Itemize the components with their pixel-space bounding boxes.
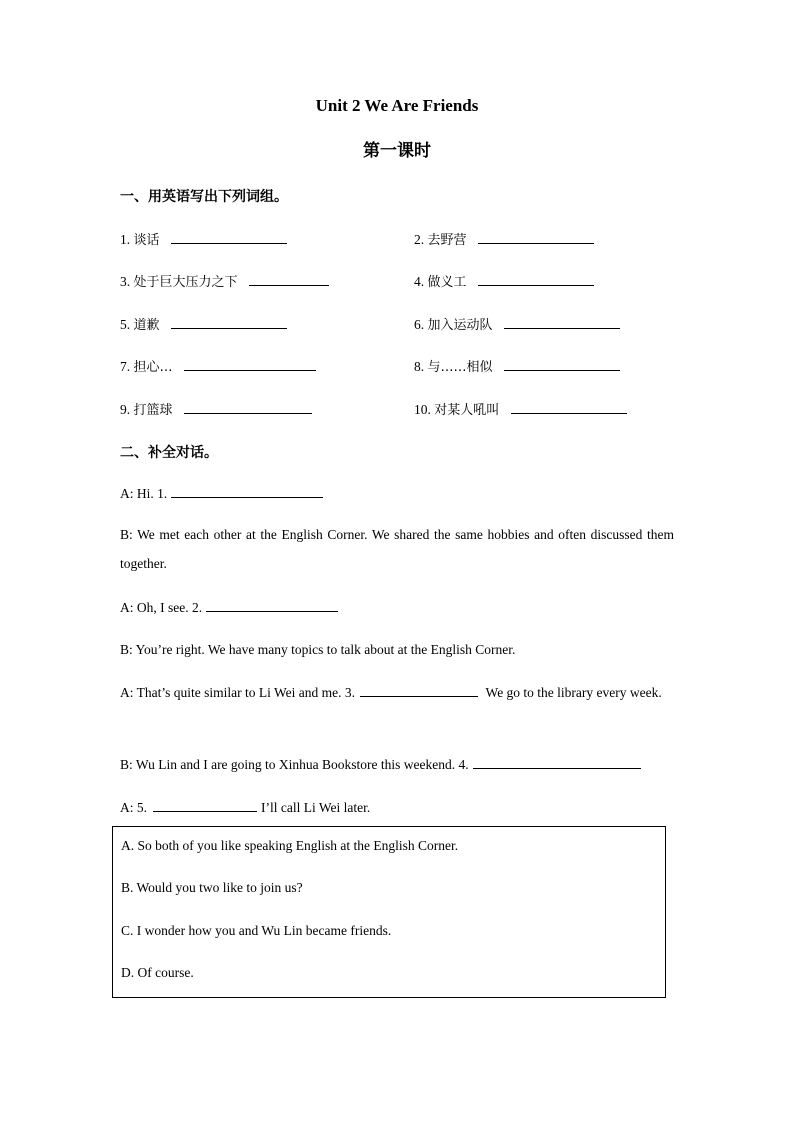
option-c: C. I wonder how you and Wu Lin became friends. (121, 923, 392, 938)
vocab-item-1 (120, 229, 287, 248)
vocab-num: 3. (120, 274, 131, 289)
answer-blank[interactable] (504, 316, 620, 329)
dialogue-text: I’ll call Li Wei later. (261, 800, 371, 815)
vocab-num: 2. (414, 232, 425, 247)
vocab-num: 4. (414, 274, 425, 289)
dialogue-line-4: B: You’re right. We have many topics to talk about at the English Corner. (120, 642, 516, 657)
answer-blank[interactable] (153, 799, 257, 812)
dialogue-line-3 (120, 599, 674, 616)
dialogue-line-1 (120, 485, 674, 502)
vocab-item-4 (414, 271, 594, 290)
page-subtitle: 第一课时 (363, 141, 431, 161)
vocab-item-6 (414, 314, 620, 333)
vocab-text: 与……相似 (427, 360, 493, 375)
vocab-item-2 (414, 229, 594, 248)
vocab-text: 去野营 (427, 233, 467, 248)
options-box (112, 826, 666, 998)
section1-heading: 一、用英语写出下列词组。 (120, 189, 288, 205)
vocab-num: 10. (414, 402, 431, 417)
answer-blank[interactable] (171, 231, 287, 244)
option-a: A. So both of you like speaking English at the English Corner. (121, 838, 459, 853)
vocab-item-10 (414, 399, 627, 418)
option-d: D. Of course. (121, 965, 194, 980)
answer-blank[interactable] (184, 401, 312, 414)
vocab-text: 担心… (133, 360, 173, 375)
answer-blank[interactable] (504, 358, 620, 371)
answer-blank[interactable] (171, 485, 323, 498)
vocab-text: 对某人吼叫 (434, 403, 500, 418)
answer-blank[interactable] (249, 273, 329, 286)
vocab-text: 道歉 (133, 318, 160, 333)
answer-blank[interactable] (478, 231, 594, 244)
vocab-num: 1. (120, 232, 131, 247)
answer-blank[interactable] (511, 401, 627, 414)
answer-blank[interactable] (171, 316, 287, 329)
dialogue-line-7 (120, 799, 674, 816)
dialogue-text: B: Wu Lin and I are going to Xinhua Bookstore this weekend. 4. (120, 757, 469, 772)
vocab-text: 加入运动队 (427, 318, 493, 333)
vocab-item-3 (120, 271, 329, 290)
vocab-text: 处于巨大压力之下 (133, 275, 238, 290)
vocab-item-5 (120, 314, 287, 333)
dialogue-text: A: Oh, I see. 2. (120, 600, 203, 615)
vocab-text: 谈话 (133, 233, 160, 248)
option-b: B. Would you two like to join us? (121, 880, 303, 895)
vocab-item-9 (120, 399, 312, 418)
dialogue-line-5 (120, 678, 674, 707)
answer-blank[interactable] (473, 756, 641, 769)
dialogue-line-2: B: We met each other at the English Corner. We shared the same hobbies and often discussed them together. (120, 527, 674, 571)
vocab-item-8 (414, 356, 620, 375)
answer-blank[interactable] (360, 684, 478, 697)
answer-blank[interactable] (478, 273, 594, 286)
dialogue-text: A: Hi. 1. (120, 486, 168, 501)
vocab-num: 9. (120, 402, 131, 417)
vocab-text: 做义工 (427, 275, 467, 290)
dialogue-text: We go to the library every week. (485, 685, 662, 700)
section2-heading: 二、补全对话。 (120, 445, 218, 461)
page-title: Unit 2 We Are Friends (315, 96, 479, 115)
vocab-num: 8. (414, 359, 425, 374)
vocab-num: 5. (120, 317, 131, 332)
dialogue-line-6 (120, 756, 674, 773)
dialogue-text: A: That’s quite similar to Li Wei and me. 3. (120, 685, 356, 700)
answer-blank[interactable] (206, 599, 338, 612)
answer-blank[interactable] (184, 358, 316, 371)
vocab-text: 打篮球 (133, 403, 173, 418)
vocab-item-7 (120, 356, 316, 375)
vocab-num: 6. (414, 317, 425, 332)
vocab-num: 7. (120, 359, 131, 374)
dialogue-text: A: 5. (120, 800, 147, 815)
